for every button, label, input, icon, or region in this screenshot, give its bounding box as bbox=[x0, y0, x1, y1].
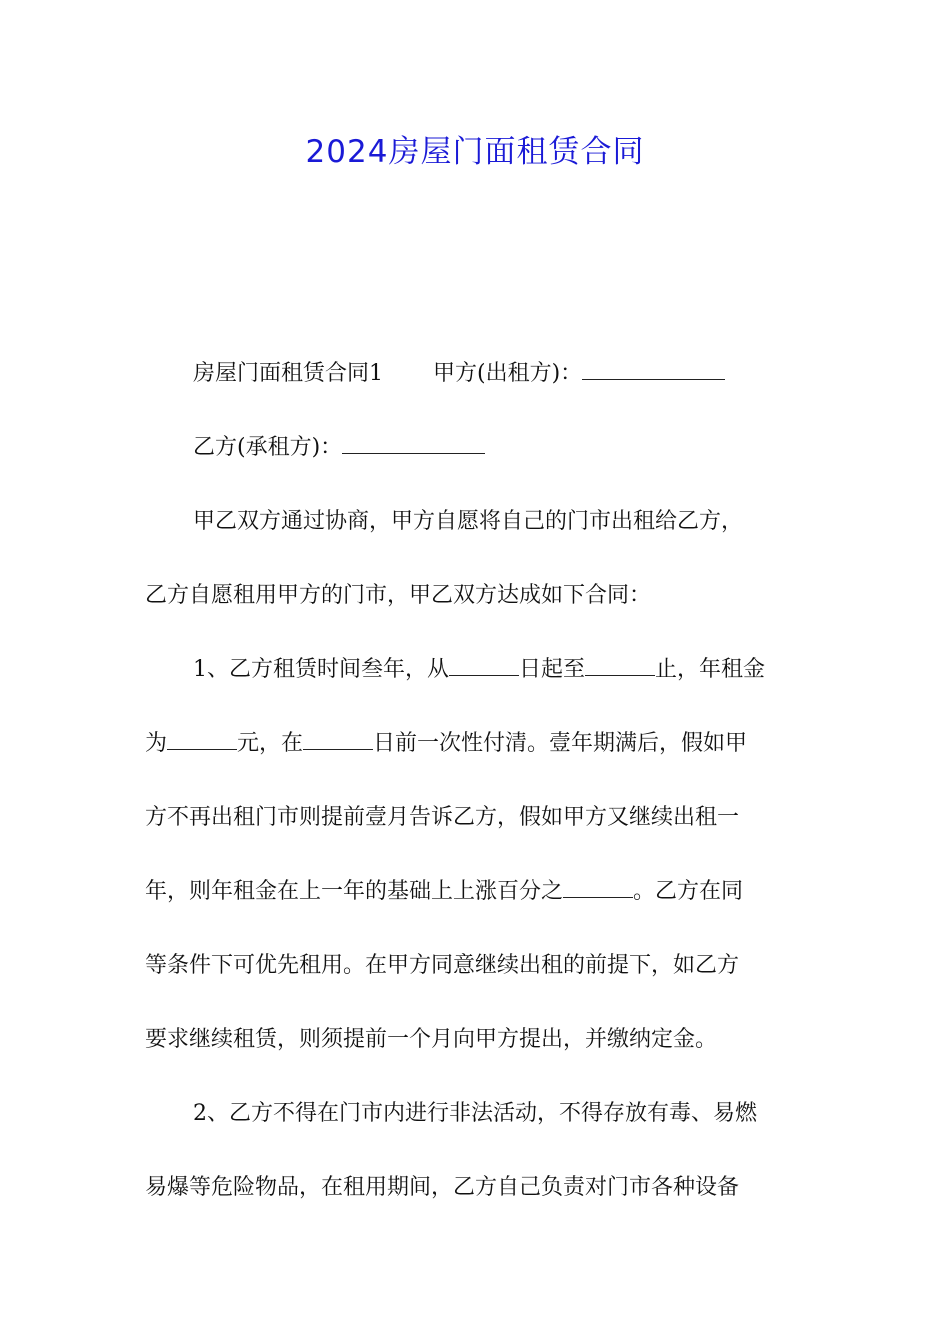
clause1-line-5: 等条件下可优先租用。在甲方同意继续出租的前提下，如乙方 bbox=[145, 953, 740, 978]
increase-percent-blank bbox=[563, 877, 633, 898]
start-date-blank bbox=[449, 655, 519, 676]
party-a-label: 甲方(出租方)： bbox=[433, 361, 583, 386]
payment-date-blank bbox=[303, 729, 373, 750]
contract-label: 房屋门面租赁合同1 bbox=[193, 361, 383, 386]
clause2-line-1: 2、乙方不得在门市内进行非法活动，不得存放有毒、易燃 bbox=[193, 1101, 757, 1126]
clause1-line-2 bbox=[145, 707, 810, 781]
rent-amount-blank bbox=[167, 729, 237, 750]
party-b-line bbox=[145, 411, 810, 485]
clause1-text: 1、乙方租赁时间叁年，从 bbox=[193, 657, 449, 682]
clause1-text: 为 bbox=[145, 731, 168, 756]
intro-line-1: 甲乙双方通过协商，甲方自愿将自己的门市出租给乙方， bbox=[193, 509, 744, 534]
clause1-text: 年，则年租金在上一年的基础上上涨百分之 bbox=[145, 879, 564, 904]
clause1-line-3: 方不再出租门市则提前壹月告诉乙方，假如甲方又继续出租一 bbox=[145, 805, 740, 830]
clause1-text: 日起至 bbox=[519, 657, 586, 682]
party-a-blank bbox=[582, 359, 725, 380]
clause1-line-6: 要求继续租赁，则须提前一个月向甲方提出，并缴纳定金。 bbox=[145, 1027, 718, 1052]
clause1-text: 元，在 bbox=[237, 731, 304, 756]
clause1-line-4 bbox=[145, 855, 810, 929]
document-title: 2024房屋门面租赁合同 bbox=[305, 134, 645, 170]
clause1-text: 日前一次性付清。壹年期满后，假如甲 bbox=[373, 731, 748, 756]
clause1-text: 止，年租金 bbox=[655, 657, 766, 682]
party-b-label: 乙方(承租方)： bbox=[193, 435, 343, 460]
clause1-text: 。乙方在同 bbox=[633, 879, 744, 904]
clause2-line-2: 易爆等危险物品，在租用期间，乙方自己负责对门市各种设备 bbox=[145, 1175, 740, 1200]
contract-body bbox=[145, 337, 810, 1225]
party-b-blank bbox=[342, 433, 485, 454]
intro-line-2: 乙方自愿租用甲方的门市，甲乙双方达成如下合同： bbox=[145, 583, 652, 608]
clause1-line-1 bbox=[145, 633, 810, 707]
end-date-blank bbox=[585, 655, 655, 676]
heading-line bbox=[145, 337, 810, 411]
